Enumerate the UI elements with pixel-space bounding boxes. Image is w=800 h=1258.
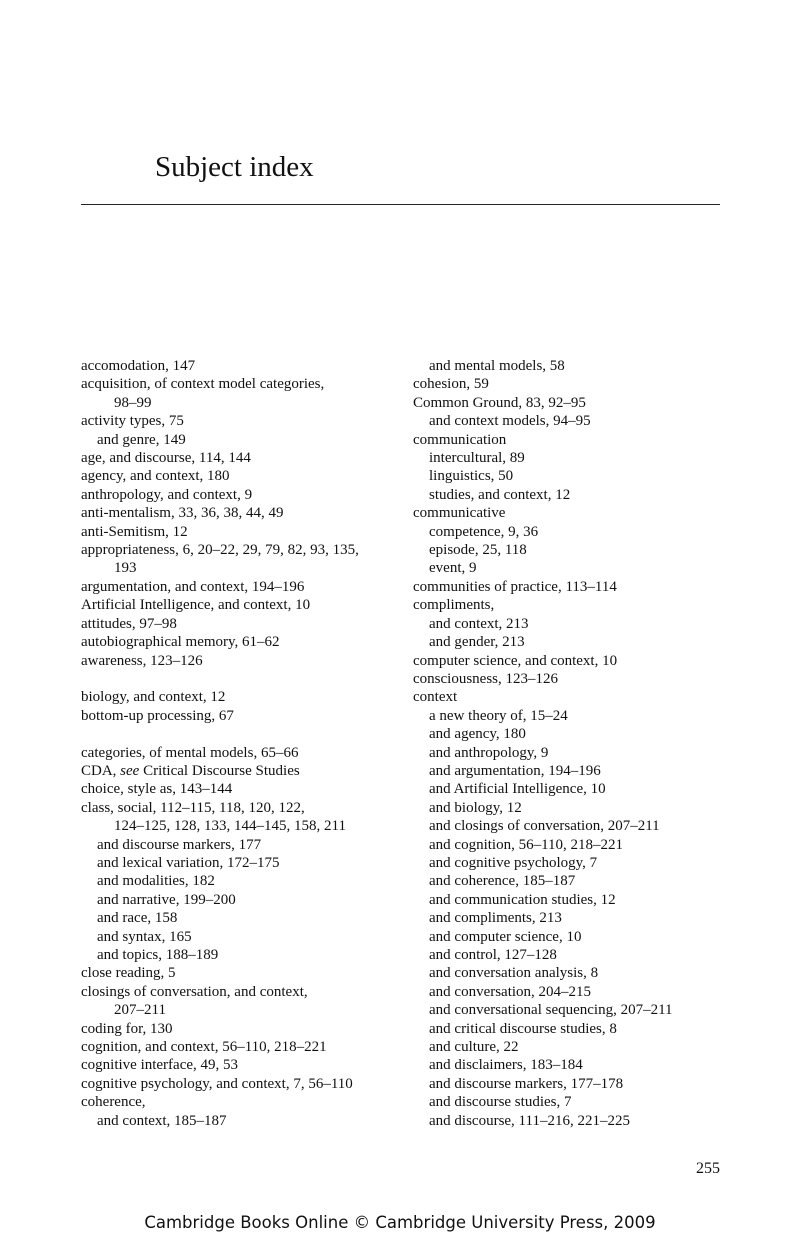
index-subentry: and context models, 94–95 [429, 413, 591, 430]
index-subentry: and mental models, 58 [429, 358, 565, 374]
index-gap [81, 725, 401, 743]
index-entry: categories, of mental models, 65–66 [81, 744, 299, 761]
index-subentry: and culture, 22 [429, 1039, 519, 1056]
index-subentry: linguistics, 50 [429, 468, 514, 485]
index-subentry: and disclaimers, 183–184 [429, 1057, 583, 1074]
index-subentry: and conversation, 204–215 [429, 983, 592, 1000]
index-entry: argumentation, and context, 194–196 [81, 578, 305, 595]
index-subentry: studies, and context, 12 [429, 486, 571, 503]
index-entry: cognitive interface, 49, 53 [81, 1057, 239, 1074]
index-entry: Common Ground, 83, 92–95 [413, 394, 586, 411]
index-subentry: and compliments, 213 [429, 910, 562, 927]
index-entry: agency, and context, 180 [81, 468, 230, 485]
index-subentry: and context, 185–187 [97, 1112, 227, 1129]
index-entry: activity types, 75 [81, 413, 184, 430]
index-entry: context [413, 689, 458, 706]
index-entry: choice, style as, 143–144 [81, 781, 233, 798]
index-subentry: and computer science, 10 [429, 928, 582, 945]
footer-copyright: Cambridge Books Online © Cambridge University Press, 2009 [144, 1213, 656, 1232]
index-subentry: a new theory of, 15–24 [429, 707, 568, 724]
index-subentry: event, 9 [429, 560, 477, 577]
index-entry: age, and discourse, 114, 144 [81, 450, 251, 467]
index-subentry: and discourse, 111–216, 221–225 [429, 1112, 630, 1129]
index-subentry: and agency, 180 [429, 726, 526, 743]
title-rule [81, 204, 720, 205]
index-entry: communicative [413, 505, 506, 522]
index-entry: autobiographical memory, 61–62 [81, 634, 280, 651]
index-entry: communication [413, 431, 507, 448]
index-entry: communities of practice, 113–114 [413, 578, 617, 595]
index-subentry: competence, 9, 36 [429, 523, 539, 540]
index-entry: appropriateness, 6, 20–22, 29, 79, 82, 93, 135, [81, 542, 359, 559]
index-entry: computer science, and context, 10 [413, 652, 618, 669]
index-entry: closings of conversation, and context, [81, 983, 308, 1000]
index-subentry: and topics, 188–189 [97, 946, 219, 963]
index-entry: coherence, [81, 1094, 146, 1111]
index-subentry: and narrative, 199–200 [97, 891, 236, 908]
index-subentry: and cognition, 56–110, 218–221 [429, 836, 624, 853]
index-entry: biology, and context, 12 [81, 689, 226, 706]
index-entry: awareness, 123–126 [81, 652, 203, 669]
index-entry: cohesion, 59 [413, 376, 489, 393]
index-entry: cognition, and context, 56–110, 218–221 [81, 1039, 327, 1055]
index-column-right [413, 357, 743, 1130]
index-subentry: and discourse markers, 177 [97, 836, 262, 853]
index-subentry: intercultural, 89 [429, 450, 525, 467]
index-entry: cognitive psychology, and context, 7, 56–110 [81, 1075, 353, 1092]
index-entry: acquisition, of context model categories, [81, 376, 325, 393]
index-subentry: and closings of conversation, 207–211 [429, 818, 660, 835]
index-subentry: and critical discourse studies, 8 [429, 1020, 617, 1037]
page-title: Subject index [155, 151, 314, 183]
index-subentry: and gender, 213 [429, 634, 525, 651]
page-number: 255 [696, 1160, 720, 1177]
index-subentry: and control, 127–128 [429, 947, 557, 963]
index-column-left [81, 357, 401, 1130]
index-entry: close reading, 5 [81, 965, 176, 982]
index-entry: Artificial Intelligence, and context, 10 [81, 597, 311, 614]
index-subentry: and conversation analysis, 8 [429, 965, 599, 982]
index-subentry: and biology, 12 [429, 799, 522, 816]
index-entry: anthropology, and context, 9 [81, 486, 253, 503]
index-entry-continuation: 98–99 [114, 394, 152, 411]
index-entry: CDA, see Critical Discourse Studies [81, 762, 300, 779]
index-subentry: and cognitive psychology, 7 [429, 854, 598, 871]
index-entry: coding for, 130 [81, 1020, 173, 1037]
index-subentry: and communication studies, 12 [429, 891, 616, 908]
index-entry-continuation: 207–211 [114, 1002, 166, 1019]
index-subentry: and Artificial Intelligence, 10 [429, 781, 606, 798]
index-subentry: and discourse markers, 177–178 [429, 1075, 624, 1092]
index-subentry: and genre, 149 [97, 431, 186, 448]
index-entry: anti-Semitism, 12 [81, 523, 188, 540]
index-subentry: and anthropology, 9 [429, 744, 549, 761]
index-entry: class, social, 112–115, 118, 120, 122, [81, 799, 305, 816]
index-entry-continuation: 193 [114, 560, 137, 577]
index-entry: attitudes, 97–98 [81, 615, 177, 632]
index-subentry: and context, 213 [429, 615, 529, 632]
index-subentry: and lexical variation, 172–175 [97, 854, 280, 871]
index-gap [81, 670, 401, 688]
index-subentry: and race, 158 [97, 910, 178, 927]
see-reference: see [120, 762, 140, 779]
index-subentry: episode, 25, 118 [429, 542, 527, 559]
index-entry-continuation: 124–125, 128, 133, 144–145, 158, 211 [114, 818, 346, 835]
index-subentry: and syntax, 165 [97, 928, 192, 945]
index-subentry: and argumentation, 194–196 [429, 762, 601, 779]
index-subentry: and discourse studies, 7 [429, 1094, 572, 1111]
index-subentry: and coherence, 185–187 [429, 873, 576, 890]
index-entry: accomodation, 147 [81, 358, 196, 374]
index-subentry: and modalities, 182 [97, 873, 215, 890]
index-entry: compliments, [413, 597, 495, 614]
index-subentry: and conversational sequencing, 207–211 [429, 1002, 673, 1019]
index-entry: anti-mentalism, 33, 36, 38, 44, 49 [81, 505, 284, 522]
index-entry: bottom-up processing, 67 [81, 707, 234, 724]
index-entry: consciousness, 123–126 [413, 670, 558, 687]
